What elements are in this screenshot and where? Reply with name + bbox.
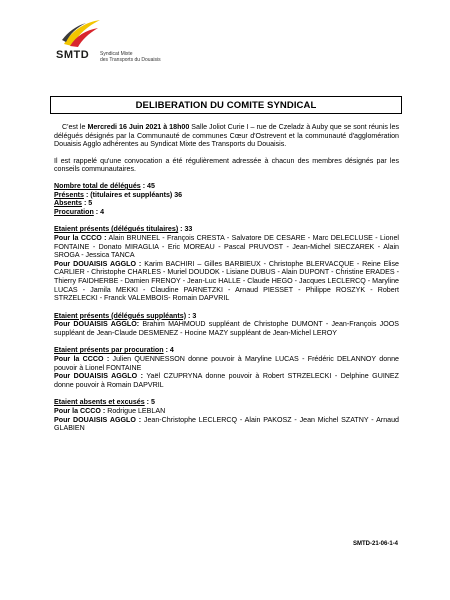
absents-ccco-label: Pour la CCCO : — [54, 407, 106, 416]
absents-douaisis — [54, 416, 399, 433]
absents-heading-label: Etaient absents et excusés — [54, 398, 145, 407]
intro-rest: Salle Joliot Curie I – rue de Czeladz à Auby que se sont réunis les délégués désignés par la Communauté de communes Cœur d'Ostrevent et la communauté d'agglomération Douaisis Agglo adhérentes au Syndicat Mixte des Transports du Douaisis. — [54, 123, 399, 149]
suppleants-count: : 3 — [186, 311, 197, 320]
suppleants-heading — [54, 312, 399, 321]
intro-paragraph — [54, 123, 399, 149]
suppleants-heading-label: Etaient présents (délégués suppléants) — [54, 311, 187, 320]
titulaires-heading-label: Etaient présents (délégués titulaires) — [54, 225, 179, 234]
count-presents-label: Présents — [54, 190, 84, 199]
count-total-label: Nombre total de délégués — [54, 181, 141, 190]
smtd-swoosh-icon — [60, 18, 102, 48]
procuration-ccco-label: Pour la CCCO : — [54, 355, 110, 364]
count-total-value: : 45 — [140, 181, 155, 190]
procuration-ccco — [54, 355, 399, 372]
logo-subtitle — [100, 51, 161, 63]
titulaires-ccco-names: Alain BRUNEEL - François CRESTA - Salvatore DE CESARE - Marc DELECLUSE - Lionel FONTAINE - Donato MIRAGLIA - Eric MOREAU - Pascal PRUVOST - Jean-Michel SIECZAREK - Alain SROGA - Jessica TANCA — [54, 233, 399, 260]
logo-title: SMTD — [56, 49, 90, 61]
titulaires-ccco — [54, 234, 399, 260]
count-absents — [54, 199, 399, 208]
titulaires-douaisis-names: Karim BACHIRI – Gilles BARBIEUX - Christophe BLERVACQUE - Reine Elise CARLIER - Christophe CHARLES - Muriel DOUDOK - Lisiane DUBUS - Alain DUPONT - Christine ERADES - Thierry FAIDHERBE - Damien FRENOY - Jean-Luc HALLE - Claude HEGO - Jacques LECLERCQ - Maryline LUCAS - Jamila MEKKI - Claudine PARNETZKI - Arnaud PIESSET - Philippe ROSZYK - Robert STRZELECKI - Franck VALEMBOIS- Romain DAPVRIL — [54, 259, 399, 303]
document-title: DELIBERATION DU COMITE SYNDICAL — [50, 96, 402, 114]
recall-paragraph: Il est rappelé qu'une convocation a été régulièrement adressée à chacun des membres désignés par les conseils communautaires. — [54, 156, 399, 174]
smtd-logo — [54, 16, 161, 70]
procuration-douaisis-label: Pour DOUAISIS AGGLO : — [54, 372, 143, 381]
document-reference: SMTD-21-06-1-4 — [352, 541, 398, 547]
meeting-date: Mercredi 16 Juin 2021 à 18h00 — [87, 123, 190, 131]
titulaires-douaisis — [54, 260, 399, 303]
logo-subtitle-line1: Syndicat Mixte — [100, 51, 133, 57]
titulaires-douaisis-label: Pour DOUAISIS AGGLO : — [54, 259, 142, 268]
absents-ccco-names: Rodrigue LEBLAN — [105, 407, 166, 416]
absents-heading — [54, 398, 399, 407]
absents-douaisis-label: Pour DOUAISIS AGGLO : — [54, 415, 142, 424]
count-procuration-label: Procuration — [54, 207, 94, 216]
count-procuration-value: : 4 — [93, 207, 105, 216]
count-absents-value: : 5 — [82, 199, 93, 208]
procuration-count: : 4 — [163, 346, 174, 355]
logo-subtitle-line2: des Transports du Douaisis — [100, 57, 161, 63]
procuration-douaisis-text: Yaël CZUPRYNA donne pouvoir à Robert STRZELECKI - Delphine GUINEZ donne pouvoir à Romain DAPVRIL — [54, 372, 399, 389]
count-total — [54, 182, 399, 191]
titulaires-count: : 33 — [178, 225, 193, 234]
titulaires-ccco-label: Pour la CCCO : — [54, 233, 107, 242]
procuration-douaisis — [54, 372, 399, 389]
procuration-ccco-text: Julien QUENNESSON donne pouvoir à Maryline LUCAS - Frédéric DELANNOY donne pouvoir à Lionel FONTAINE — [54, 355, 399, 372]
absents-ccco — [54, 407, 399, 416]
procuration-heading — [54, 346, 399, 355]
suppleants-douaisis-names: Brahim MAHMOUD suppléant de Christophe DUMONT - Jean-François JOOS suppléant de Jean-Claude DESMENEZ - Hocine MAZY suppléant de Jean-Michel LEROY — [54, 320, 399, 337]
count-absents-label: Absents — [54, 199, 82, 208]
count-presents — [54, 191, 399, 200]
count-procuration — [54, 208, 399, 217]
procuration-heading-label: Etaient présents par procuration — [54, 346, 164, 355]
document-body — [54, 123, 399, 433]
absents-count: : 5 — [144, 398, 155, 407]
suppleants-douaisis-label: Pour DOUAISIS AGGLO: — [54, 320, 140, 329]
absents-douaisis-names: Jean-Christophe LECLERCQ - Alain PAKOSZ - Jean Michel SZATNY - Arnaud GLABIEN — [54, 415, 399, 433]
titulaires-heading — [54, 225, 399, 234]
intro-prefix: C'est le — [62, 123, 88, 131]
count-presents-value: : (titulaires et suppléants) 36 — [83, 190, 183, 199]
suppleants-douaisis — [54, 320, 399, 337]
